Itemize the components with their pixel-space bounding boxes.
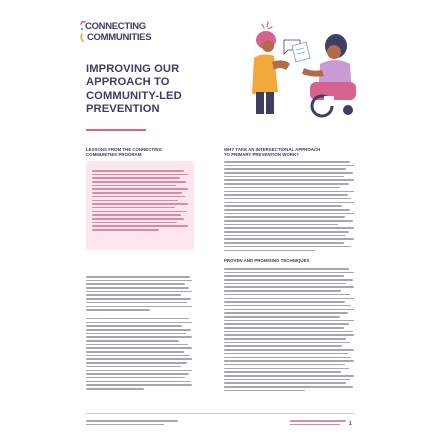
page-number: 1: [349, 421, 352, 427]
logo-line-1: CONNECTING: [85, 21, 146, 32]
left-column-body-text: [86, 276, 192, 392]
right-column-heading: [224, 147, 354, 157]
footer-publication-text: [290, 420, 346, 427]
left-heading-line-1: LESSONS FROM THE CONNECTING: [86, 147, 162, 152]
title-underline: [86, 129, 146, 131]
right-column-body-text: [224, 161, 354, 253]
proven-techniques-body-text: [224, 268, 354, 393]
proven-techniques-heading-text: PROVEN AND PROMISING TECHNIQUES: [224, 258, 310, 263]
connecting-communities-logo: [79, 20, 159, 46]
people-illustration: [232, 18, 364, 120]
title-line-3: COMMUNITY-LED: [86, 89, 182, 102]
title-line-2: APPROACH TO: [86, 76, 170, 89]
left-column-heading: [86, 147, 186, 157]
logo-line-2: COMMUNITIES: [87, 32, 152, 43]
footer-divider: [86, 413, 354, 414]
left-heading-line-2: COMMUNITIES PROGRAM: [86, 152, 142, 158]
title-line-4: PREVENTION: [86, 103, 160, 116]
proven-techniques-heading: [224, 258, 354, 263]
right-heading-line-1: WHY TAKE AN INTERSECTIONAL APPROACH: [224, 147, 321, 152]
right-heading-line-2: TO PRIMARY PREVENTION WORK?: [224, 152, 299, 158]
highlight-box-text: [92, 170, 188, 233]
title-line-1: IMPROVING OUR: [86, 63, 180, 75]
footer-citation-text: [86, 420, 178, 427]
page-title: [86, 63, 236, 117]
